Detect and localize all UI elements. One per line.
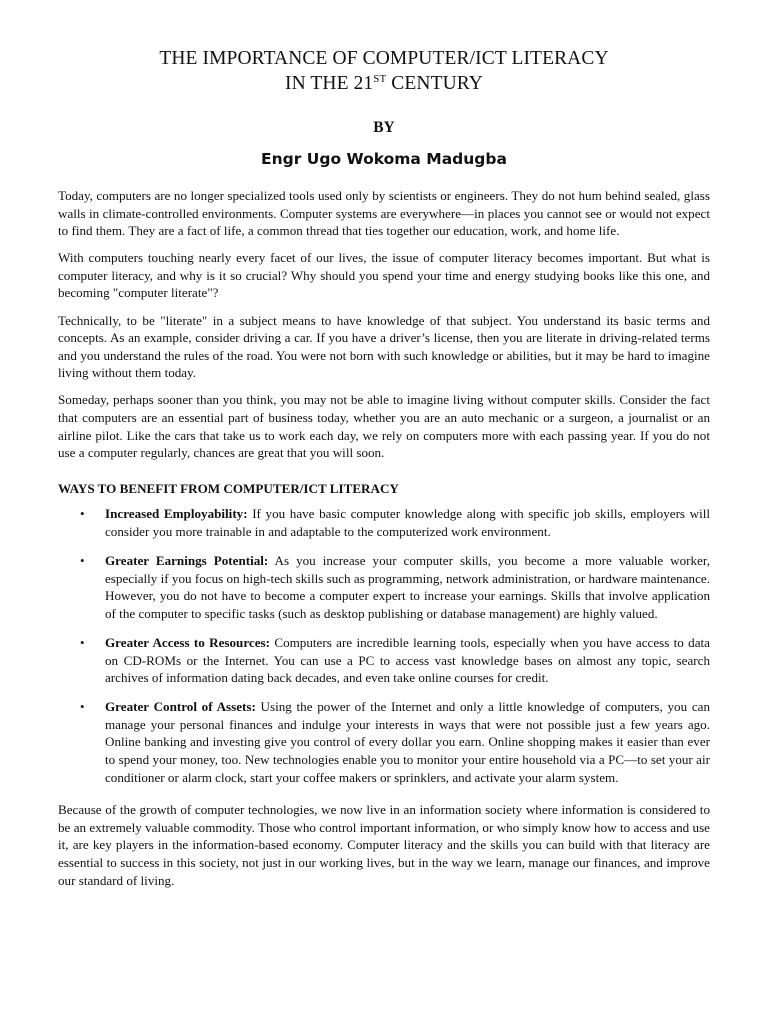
bullet-icon: • xyxy=(80,634,85,650)
list-item xyxy=(58,505,710,540)
title-line-2-prefix: IN THE 21 xyxy=(284,73,374,94)
benefit-lead: Increased Employability: xyxy=(105,506,248,522)
byline: BY xyxy=(373,119,395,136)
paragraph-future-skills: Someday, perhaps sooner than you think, you may not be able to imagine living without computer skills. Consider the fact that computers are an essential part of business today, whether you are an auto mechanic or a surgeon, a journalist or an airline pilot. Like the cars that take us to work each day, we rely on computers more with each passing year. If you do not use a computer regularly, chances are great that you will soon. xyxy=(58,392,710,461)
benefit-lead: Greater Access to Resources: xyxy=(105,634,270,650)
paragraph-closing: Because of the growth of computer technologies, we now live in an information society where information is considered to be an extremely valuable commodity. Those who control important information, or who simply know how to access and use it, are key players in the information-based economy. Computer literacy and the skills you can build with that literacy are essential to success in this society, not just in our working lives, but in the way we learn, manage our finances, and improve our standard of living. xyxy=(58,802,710,888)
benefits-list xyxy=(58,505,710,786)
section-heading: WAYS TO BENEFIT FROM COMPUTER/ICT LITERACY xyxy=(58,480,399,496)
paragraph-computer-literacy: With computers touching nearly every facet of our lives, the issue of computer literacy becomes important. But what is computer literacy, and why is it so crucial? Why should you spend your time and energy studying books like this one, and becoming "computer literate"? xyxy=(58,250,710,301)
paragraph-intro: Today, computers are no longer specialized tools used only by scientists or engineers. They do not hum behind sealed, glass walls in climate-controlled environments. Computer systems are everywhere—in places you cannot see or would not expect to find them. They are a fact of life, a common thread that ties together our education, work, and home life. xyxy=(58,188,710,239)
bullet-icon: • xyxy=(80,699,85,715)
benefit-text: Computers are incredible learning tools, especially when you have access to data on CD-ROMs or the Internet. You can use a PC to access vast knowledge bases on almost any topic, search archives of information dating back decades, and even take online courses for credit. xyxy=(105,634,710,686)
list-item xyxy=(58,552,710,622)
title-line-1: THE IMPORTANCE OF COMPUTER/ICT LITERACY xyxy=(159,48,609,69)
title-superscript: ST xyxy=(373,73,387,85)
author-name: Engr Ugo Wokoma Madugba xyxy=(261,150,507,168)
benefit-lead: Greater Control of Assets: xyxy=(105,699,256,715)
benefit-text: As you increase your computer skills, you become a more valuable worker, especially if you focus on high-tech skills such as programming, network administration, or hardware maintenance. However, you do not have to become a computer expert to increase your earnings. Skills that involve application of the computer to specific tasks (such as desktop publishing or database management) are highly valued. xyxy=(105,553,710,621)
list-item xyxy=(58,634,710,687)
benefit-lead: Greater Earnings Potential: xyxy=(105,553,269,569)
document-title xyxy=(58,46,710,96)
list-item xyxy=(58,698,710,786)
bullet-icon: • xyxy=(80,506,85,522)
benefit-text: If you have basic computer knowledge along with specific job skills, employers will consider you more trainable in and adaptable to the computerized work environment. xyxy=(105,506,711,539)
paragraph-literate-definition: Technically, to be "literate" in a subject means to have knowledge of that subject. You understand its basic terms and concepts. As an example, consider driving a car. If you have a driver’s license, then you are literate in driving-related terms and you understand the rules of the road. You were not born with such knowledge or abilities, but it may be hard to imagine living without them today. xyxy=(58,312,710,381)
title-line-2-suffix: CENTURY xyxy=(386,73,483,94)
bullet-icon: • xyxy=(80,553,85,569)
benefit-text: Using the power of the Internet and only a little knowledge of computers, you can manage your personal finances and indulge your interests in ways that were not possible just a few years ago. Online banking and investing give you control of every dollar you earn. Online shopping makes it easier than ever to spend your money, too. New technologies enable you to monitor your entire household via a PC—to set your air conditioner or alarm clock, start your coffee makers or sprinklers, and activate your alarm system. xyxy=(105,699,710,785)
